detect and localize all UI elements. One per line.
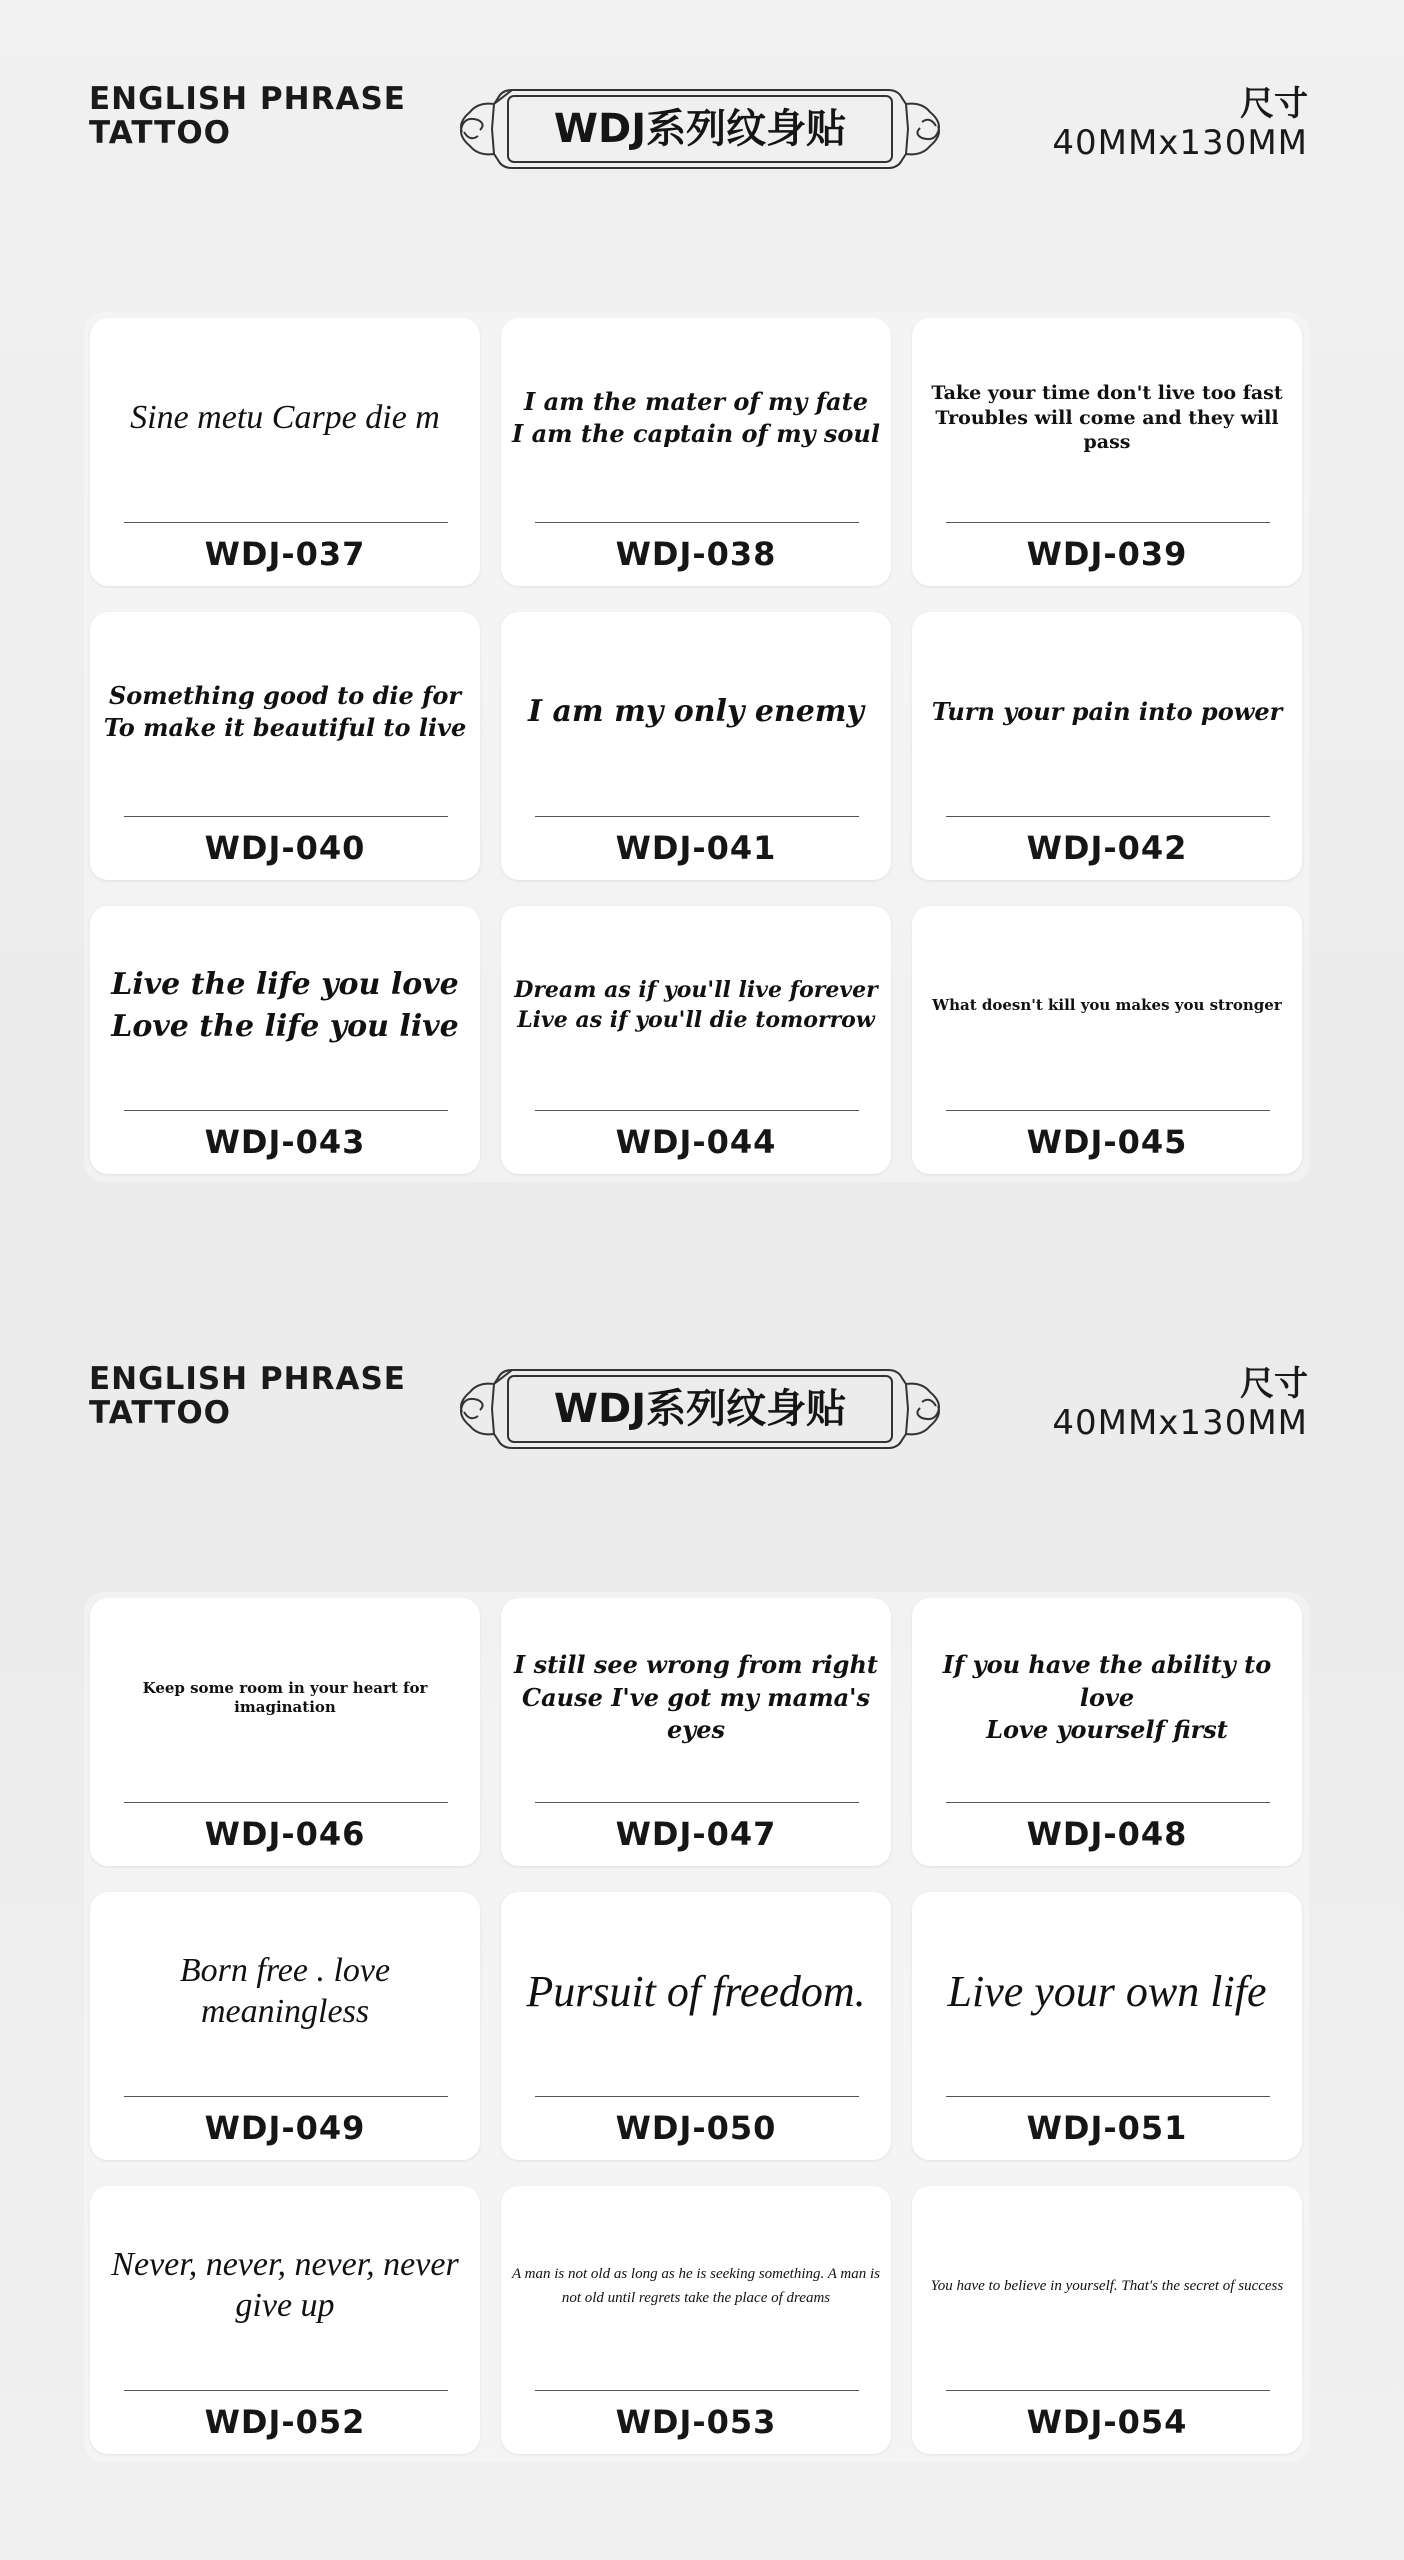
size-info bbox=[1052, 84, 1308, 162]
tattoo-card[interactable] bbox=[501, 1892, 891, 2160]
tattoo-card[interactable] bbox=[912, 318, 1302, 586]
divider-line bbox=[535, 816, 859, 817]
header-left-line2: TATTOO bbox=[89, 1395, 232, 1431]
divider-line bbox=[535, 2096, 859, 2097]
tattoo-card[interactable] bbox=[90, 2186, 480, 2454]
product-code: WDJ-051 bbox=[1026, 2109, 1188, 2147]
banner-title: WDJ系列纹身贴 bbox=[553, 1386, 847, 1432]
product-code: WDJ-054 bbox=[1026, 2403, 1188, 2441]
tattoo-phrase: Something good to die for To make it beautiful to live bbox=[103, 680, 467, 742]
tattoo-phrase: Born free . love meaningless bbox=[179, 1952, 391, 2030]
product-code: WDJ-039 bbox=[1026, 535, 1188, 573]
divider-line bbox=[535, 522, 859, 523]
tattoo-phrase: What doesn't kill you makes you stronger bbox=[932, 996, 1282, 1015]
size-value: 40MMx130MM bbox=[1052, 1403, 1308, 1443]
tattoo-phrase: A man is not old as long as he is seeking something. A man is not old until regrets take the place of dreams bbox=[512, 2266, 880, 2306]
tattoo-phrase: Sine metu Carpe die m bbox=[130, 398, 440, 436]
divider-line bbox=[124, 816, 448, 817]
tattoo-card[interactable] bbox=[90, 906, 480, 1174]
tattoo-phrase: I still see wrong from right Cause I've got my mama's eyes bbox=[514, 1650, 878, 1745]
product-code: WDJ-047 bbox=[615, 1815, 777, 1853]
tattoo-card[interactable] bbox=[912, 2186, 1302, 2454]
divider-line bbox=[946, 2390, 1270, 2391]
tattoo-phrase: I am the mater of my fate I am the captain of my soul bbox=[511, 386, 880, 448]
divider-line bbox=[124, 1110, 448, 1111]
tattoo-phrase: You have to believe in yourself. That's the secret of success bbox=[930, 2278, 1284, 2294]
divider-line bbox=[946, 1110, 1270, 1111]
tattoo-card[interactable] bbox=[501, 906, 891, 1174]
tattoo-phrase: Live the life you love Love the life you live bbox=[111, 967, 459, 1044]
divider-line bbox=[124, 2096, 448, 2097]
tattoo-card[interactable] bbox=[90, 1892, 480, 2160]
tattoo-grid bbox=[84, 312, 1310, 1182]
tattoo-card[interactable] bbox=[90, 318, 480, 586]
product-code: WDJ-053 bbox=[615, 2403, 777, 2441]
product-code: WDJ-043 bbox=[204, 1123, 366, 1161]
size-label: 尺寸 bbox=[1240, 1364, 1308, 1404]
banner-title: WDJ系列纹身贴 bbox=[553, 106, 847, 152]
header-left-line2: TATTOO bbox=[89, 115, 232, 151]
tattoo-phrase: Live your own life bbox=[947, 1966, 1267, 2016]
size-label: 尺寸 bbox=[1240, 84, 1308, 124]
divider-line bbox=[124, 2390, 448, 2391]
title-banner bbox=[452, 1362, 948, 1456]
tattoo-card[interactable] bbox=[90, 1598, 480, 1866]
tattoo-phrase: Dream as if you'll live forever Live as if you'll die tomorrow bbox=[514, 977, 878, 1033]
divider-line bbox=[535, 1110, 859, 1111]
tattoo-card[interactable] bbox=[501, 612, 891, 880]
product-code: WDJ-045 bbox=[1026, 1123, 1188, 1161]
product-code: WDJ-037 bbox=[204, 535, 366, 573]
tattoo-card[interactable] bbox=[912, 612, 1302, 880]
tattoo-grid bbox=[84, 1592, 1310, 2462]
tattoo-card[interactable] bbox=[90, 612, 480, 880]
product-code: WDJ-042 bbox=[1026, 829, 1188, 867]
tattoo-phrase: I am my only enemy bbox=[528, 694, 864, 729]
product-code: WDJ-052 bbox=[204, 2403, 366, 2441]
product-code: WDJ-048 bbox=[1026, 1815, 1188, 1853]
divider-line bbox=[124, 1802, 448, 1803]
size-info bbox=[1052, 1364, 1308, 1442]
tattoo-phrase: Never, never, never, never give up bbox=[111, 2246, 459, 2324]
product-code: WDJ-049 bbox=[204, 2109, 366, 2147]
product-code: WDJ-040 bbox=[204, 829, 366, 867]
size-value: 40MMx130MM bbox=[1052, 123, 1308, 163]
divider-line bbox=[535, 1802, 859, 1803]
tattoo-phrase: Take your time don't live too fast Troubles will come and they will pass bbox=[931, 381, 1283, 454]
product-code: WDJ-041 bbox=[615, 829, 777, 867]
header-left-line1: ENGLISH PHRASE bbox=[89, 81, 406, 117]
tattoo-card[interactable] bbox=[501, 318, 891, 586]
tattoo-card[interactable] bbox=[912, 906, 1302, 1174]
section-2 bbox=[0, 1280, 1404, 2560]
divider-line bbox=[946, 1802, 1270, 1803]
divider-line bbox=[535, 2390, 859, 2391]
product-code: WDJ-038 bbox=[615, 535, 777, 573]
header-left-line1: ENGLISH PHRASE bbox=[89, 1361, 406, 1397]
header-left bbox=[89, 1362, 406, 1430]
divider-line bbox=[946, 2096, 1270, 2097]
tattoo-phrase: Keep some room in your heart for imagination bbox=[142, 1678, 428, 1716]
product-code: WDJ-050 bbox=[615, 2109, 777, 2147]
header-left bbox=[89, 82, 406, 150]
divider-line bbox=[946, 816, 1270, 817]
tattoo-phrase: If you have the ability to love Love yourself first bbox=[942, 1650, 1272, 1745]
tattoo-card[interactable] bbox=[501, 1598, 891, 1866]
tattoo-phrase: Turn your pain into power bbox=[931, 696, 1283, 726]
tattoo-card[interactable] bbox=[501, 2186, 891, 2454]
title-banner bbox=[452, 82, 948, 176]
tattoo-card[interactable] bbox=[912, 1892, 1302, 2160]
product-code: WDJ-046 bbox=[204, 1815, 366, 1853]
product-code: WDJ-044 bbox=[615, 1123, 777, 1161]
tattoo-card[interactable] bbox=[912, 1598, 1302, 1866]
tattoo-phrase: Pursuit of freedom. bbox=[526, 1966, 866, 2016]
divider-line bbox=[946, 522, 1270, 523]
divider-line bbox=[124, 522, 448, 523]
